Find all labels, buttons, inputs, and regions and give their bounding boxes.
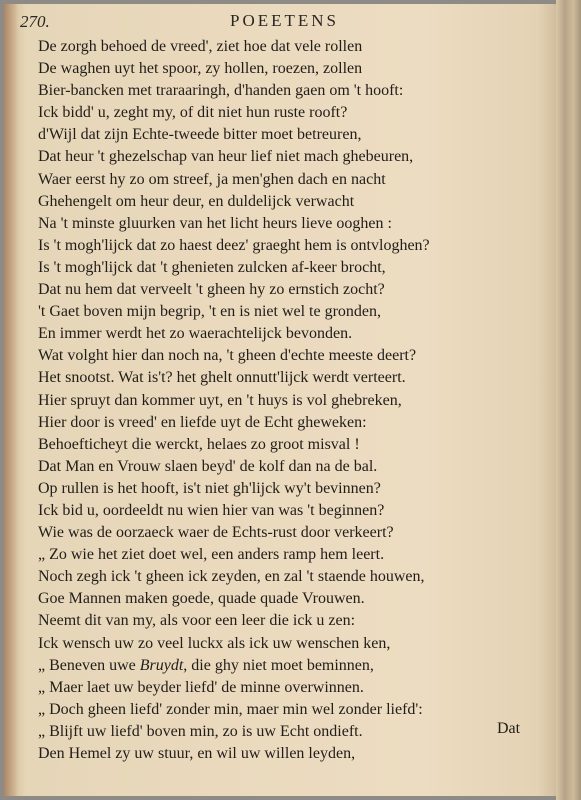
verse-line: Hier spruyt dan kommer uyt, en 't huys is vol ghebreken, (38, 391, 402, 409)
verse-line: De waghen uyt het spoor, zy hollen, roezen, zollen (38, 60, 363, 78)
verse-line: „ Blijft uw liefd' boven min, zo is uw Echt ondieft. (38, 722, 363, 740)
verse-line: De zorgh behoed de vreed', ziet hoe dat vele rollen (38, 38, 363, 55)
verse-line: Na 't minste gluurken van het licht heurs lieve ooghen : (38, 214, 392, 232)
page-header (20, 8, 540, 36)
verse-line: Is 't mogh'lijck dat zo haest deez' graeght hem is ontvloghen? (38, 236, 430, 254)
verse-line: Neemt dit van my, als voor een leer die ick u zen: (38, 612, 356, 630)
verse-line: Goe Mannen maken goede, quade quade Vrouwen. (38, 590, 365, 608)
verse-line: Behoefticheyt die werckt, helaes zo groot misval ! (38, 435, 360, 453)
verse-line: „ Doch gheen liefd' zonder min, maer min wel zonder liefd': (38, 700, 423, 718)
verse-line: „ Zo wie het ziet doet wel, een anders ramp hem leert. (38, 546, 385, 564)
verse-line: Ghehengelt om heur deur, en duldelijck verwacht (38, 192, 355, 210)
verse-line: Dat nu hem dat verveelt 't gheen hy zo ernstich zocht? (38, 281, 385, 299)
verse-line: Ick bidd' u, zeght my, of dit niet hun ruste rooft? (38, 104, 348, 122)
verse-line: Ick bid u, oordeeldt nu wien hier van was 't beginnen? (38, 501, 385, 519)
verse-line: Ick wensch uw zo veel luckx als ick uw wenschen ken, (38, 634, 391, 652)
verse-line: Waer eerst hy zo om streef, ja men'ghen dach en nacht (38, 170, 386, 188)
verse-line: Het snootst. Wat is't? het ghelt onnutt'lijck werdt verteert. (38, 369, 406, 387)
facing-page-edge (556, 0, 581, 800)
book-gutter (4, 4, 18, 796)
verse-line: Dat heur 't ghezelschap van heur lief niet mach ghebeuren, (38, 148, 414, 166)
verse-line: Is 't mogh'lijck dat 't ghenieten zulcken af-keer brocht, (38, 258, 386, 276)
verse-line: d'Wijl dat zijn Echte-tweede bitter moet betreuren, (38, 126, 362, 144)
verse-line: 't Gaet boven mijn begrip, 't en is niet wel te gronden, (38, 303, 382, 321)
verse-line: „ Maer laet uw beyder liefd' de minne overwinnen. (38, 678, 364, 696)
running-head: POEETENS (230, 11, 339, 30)
page-number: 270. (20, 12, 50, 31)
catchword: Dat (497, 720, 521, 737)
verse-line (38, 655, 548, 677)
verse-line: Dat Man en Vrouw slaen beyd' de kolf dan na de bal. (38, 457, 378, 475)
verse-line-text: „ Beneven uwe (38, 656, 140, 674)
verse-line: Wat volght hier dan noch na, 't gheen d'echte meeste deert? (38, 347, 417, 365)
verse-line-text: , die ghy niet moet beminnen, (183, 656, 374, 674)
verse-line: Bier-bancken met traraaringh, d'handen gaen om 't hooft: (38, 82, 404, 100)
verse-line: Wie was de oorzaeck waer de Echts-rust door verkeert? (38, 524, 394, 542)
verse-line: Hier door is vreed' en liefde uyt de Echt gheweken: (38, 413, 367, 431)
verse-line: Noch zegh ick 't gheen ick zeyden, en zal 't staende houwen, (38, 568, 425, 586)
poem-text (38, 36, 548, 765)
verse-line: En immer werdt het zo waerachtelijck bevonden. (38, 325, 353, 343)
verse-line: Den Hemel zy uw stuur, en wil uw willen leyden, (38, 745, 356, 762)
verse-line-italic-word: Bruydt (139, 656, 184, 674)
verse-line: Op rullen is het hooft, is't niet gh'lijck wy't bevinnen? (38, 479, 381, 497)
